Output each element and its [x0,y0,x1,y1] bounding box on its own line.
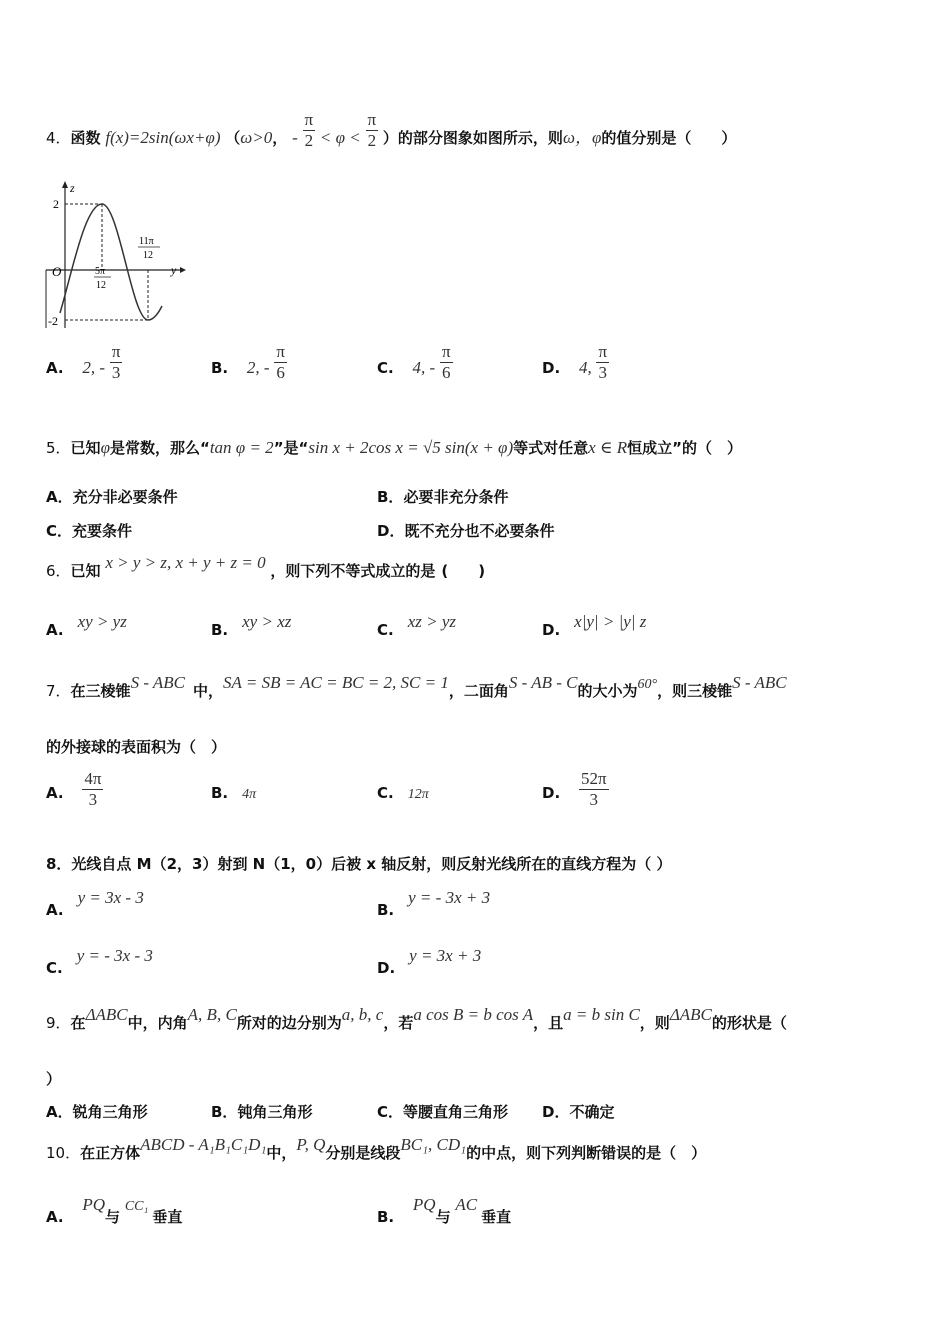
question-number: 4． [46,129,71,147]
option-a[interactable]: A．锐角三角形 [46,1103,148,1121]
question-6-stem: 6．已知 x > y > z, x + y + z = 0 ，则下列不等式成立的是 ( ) [46,553,486,580]
option-d[interactable]: D.y = 3x + 3 [377,946,482,977]
fraction: $\frac{\pi}{6}$ [276,342,285,382]
option-d[interactable]: D. 4, $\frac{\pi}{3}$ [542,342,608,382]
option-b[interactable]: B. 4π [211,784,257,802]
option-a[interactable]: A. PQ与 CC₁垂直 [46,1195,183,1226]
fraction: $\frac{\pi}{2}$ [304,110,314,150]
tick-5pi-den: 12 [96,280,106,291]
option-a[interactable]: A. 2, - $\frac{\pi}{3}$ [46,342,121,382]
fraction: $\frac{\pi}{3}$ [598,342,608,382]
option-d[interactable]: D．不确定 [542,1103,615,1121]
option-c[interactable]: C．等腰直角三角形 [377,1103,509,1121]
question-4-stem: 4．函数 f(x)=2sin(ωx+φ) （ω>0， - $\frac{\pi}{2}$ < φ < $\frac{\pi}{2}$ ）的部分图象如图所示，则ω，φ的值分别是（ ） [46,110,737,150]
fraction: $\frac{\pi}{3}$ [111,342,121,382]
fraction: $\frac{\pi}{6}$ [441,342,451,382]
option-b[interactable]: B. PQ与 AC垂直 [377,1195,512,1226]
fraction: $\frac{\pi}{2}$ [367,110,377,150]
origin-label: O [52,264,62,279]
tick-2: 2 [53,197,59,211]
option-b[interactable]: B．必要非充分条件 [377,488,509,506]
sine-graph [40,178,200,336]
option-c[interactable]: C. 4, - $\frac{\pi}{6}$ [377,342,451,382]
tick-minus-2: -2 [48,314,58,328]
option-d[interactable]: D. x|y| > |y| z [542,612,647,639]
tick-11pi-den: 12 [143,250,153,261]
axis-label-z: z [70,181,75,195]
option-d[interactable]: D．既不充分也不必要条件 [377,522,555,540]
fraction: $\frac{4\pi}{3}$ [84,769,102,809]
option-b[interactable]: B. xy > xz [211,612,292,639]
option-a[interactable]: A.y = 3x - 3 [46,888,144,919]
option-b[interactable]: B．钝角三角形 [211,1103,313,1121]
option-d[interactable]: D. $\frac{52\pi}{3}$ [542,769,607,809]
option-a[interactable]: A. $\frac{4\pi}{3}$ [46,769,102,809]
question-5-stem: 5．已知φ是常数，那么“tan φ = 2”是“sin x + 2cos x = √5 sin(x + φ)等式对任意x ∈ R恒成立”的（ ） [46,438,742,457]
option-c[interactable]: C. xz > yz [377,612,457,639]
option-b[interactable]: B. 2, - $\frac{\pi}{6}$ [211,342,285,382]
question-8-stem: 8．光线自点 M（2，3）射到 N（1，0）后被 x 轴反射，则反射光线所在的直线方程为（ ） [46,855,672,873]
function-expr: f(x)=2sin(ωx+φ) [105,128,221,147]
tick-5pi-num: 5π [95,266,106,277]
question-9-stem-cont: ） [46,1070,62,1088]
option-c[interactable]: C．充要条件 [46,522,133,540]
question-7-stem-cont: 的外接球的表面积为（ ） [46,738,227,756]
option-a[interactable]: A. xy > yz [46,612,127,639]
option-c[interactable]: C.y = - 3x - 3 [46,946,153,977]
fraction: $\frac{52\pi}{3}$ [580,769,607,809]
axis-label-y: y [171,263,177,277]
option-c[interactable]: C. 12π [377,784,429,802]
question-10-stem: 10．在正方体ABCD - A₁B₁C₁D₁中，P, Q分别是线段BC₁, CD₁的中点，则下列判断错误的是（ ） [46,1135,707,1162]
tick-11pi-num: 11π [139,236,154,247]
option-b[interactable]: B.y = - 3x + 3 [377,888,491,919]
question-7-stem: 7．在三棱锥S - ABC 中，SA = SB = AC = BC = 2, SC = 1，二面角S - AB - C的大小为60°，则三棱锥S - ABC [46,673,787,700]
question-9-stem: 9．在ΔABC中，内角A, B, C所对的边分别为a, b, c，若a cos B = b cos A，且a = b sin C，则ΔABC的形状是（ [46,1005,787,1032]
option-a[interactable]: A．充分非必要条件 [46,488,178,506]
